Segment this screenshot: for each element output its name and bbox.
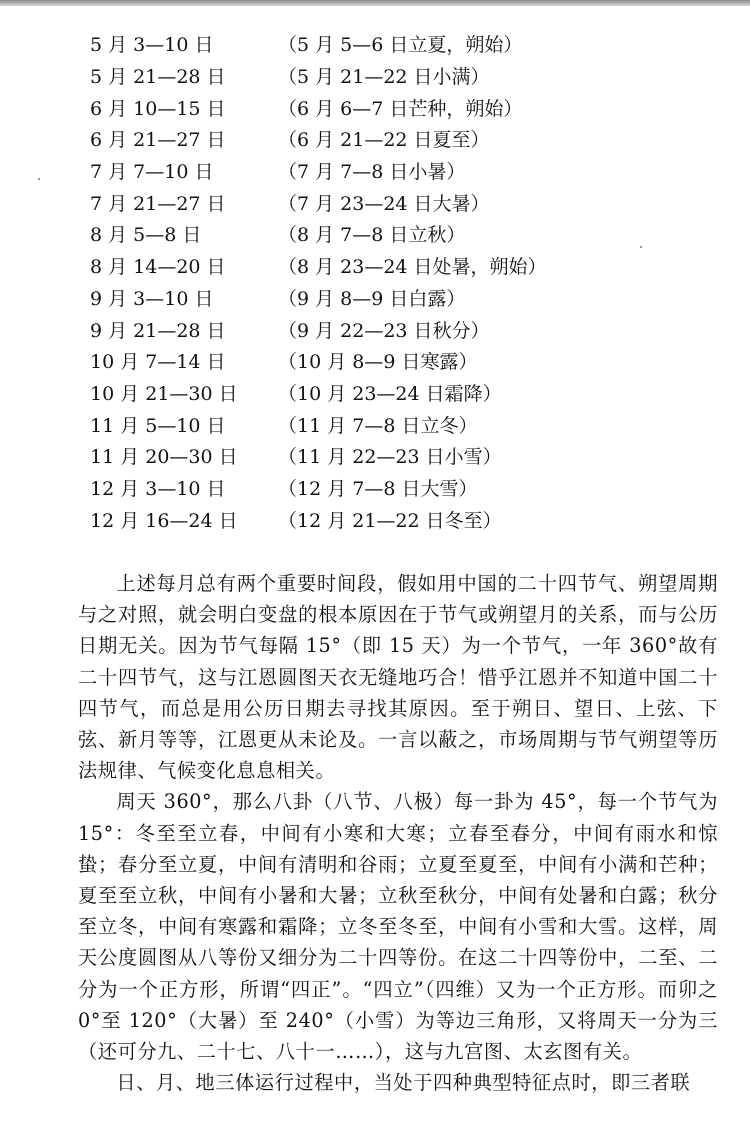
solar-term-cell: （11 月 7—8 日立冬） — [278, 414, 478, 437]
period-cell: 6 月 10—15 日 — [90, 97, 226, 120]
period-cell: 9 月 3—10 日 — [90, 287, 214, 310]
table-row — [90, 345, 710, 377]
table-row — [90, 186, 710, 218]
body-text — [78, 568, 718, 1098]
table-row — [90, 91, 710, 123]
speck — [38, 178, 40, 180]
period-cell: 6 月 21—27 日 — [90, 129, 226, 152]
period-cell: 5 月 3—10 日 — [90, 34, 214, 57]
solar-term-table — [90, 28, 710, 535]
table-row — [90, 28, 710, 60]
table-row — [90, 377, 710, 409]
period-cell: 11 月 20—30 日 — [90, 446, 238, 469]
table-row — [90, 250, 710, 282]
table-row — [90, 60, 710, 92]
paragraph: 上述每月总有两个重要时间段，假如用中国的二十四节气、朔望周期与之对照，就会明白变盘的根本原因在于节气或朔望月的关系，而与公历日期无关。因为节气每隔 15°（即 15 天）为一个节气，一年 360°故有二十四节气，这与江恩圆图天衣无缝地巧合！惜乎江恩并不知道中国二十四节气，而总是用公历日期去寻找其原因。至于朔日、望日、上弦、下弦、新月等等，江恩更从未论及。一言以蔽之，市场周期与节气朔望等历法规律、气候变化息息相关。 — [78, 572, 718, 783]
period-cell: 12 月 3—10 日 — [90, 477, 226, 500]
paragraph: 日、月、地三体运行过程中，当处于四种典型特征点时，即三者联 — [116, 1071, 691, 1095]
period-cell: 10 月 21—30 日 — [90, 382, 238, 405]
solar-term-cell: （7 月 23—24 日大暑） — [278, 192, 490, 215]
solar-term-cell: （12 月 21—22 日冬至） — [278, 509, 502, 532]
table-row — [90, 282, 710, 314]
page-top-edge — [0, 0, 750, 6]
solar-term-cell: （6 月 6—7 日芒种，朔始） — [278, 97, 523, 120]
solar-term-cell: （8 月 23—24 日处暑，朔始） — [278, 256, 547, 279]
solar-term-cell: （8 月 7—8 日立秋） — [278, 224, 466, 247]
paragraph: 周天 360°，那么八卦（八节、八极）每一卦为 45°，每一个节气为 15°：冬至至立春，中间有小寒和大寒；立春至春分，中间有雨水和惊蛰；春分至立夏，中间有清明和谷雨；立夏至夏至，中间有小满和芒种；夏至至立秋，中间有小暑和大暑；立秋至秋分，中间有处暑和白露；秋分至立冬，中间有寒露和霜降；立冬至冬至，中间有小雪和大雪。这样，周天公度圆图从八等份又细分为二十四等份。在这二十四等份中，二至、二分为一个正方形，所谓“四正”。“四立”（四维）又为一个正方形。而卯之 0°至 120°（大暑）至 240°（小雪）为等边三角形，又将周天一分为三（还可分九、二十七、八十一……），这与九宫图、太玄图有关。 — [78, 790, 718, 1064]
table-row — [90, 313, 710, 345]
solar-term-cell: （5 月 5—6 日立夏，朔始） — [278, 34, 523, 57]
period-cell: 8 月 14—20 日 — [90, 256, 226, 279]
solar-term-cell: （10 月 23—24 日霜降） — [278, 382, 502, 405]
solar-term-cell: （11 月 22—23 日小雪） — [278, 446, 502, 469]
table-row — [90, 218, 710, 250]
table-row — [90, 440, 710, 472]
solar-term-cell: （5 月 21—22 日小满） — [278, 66, 490, 89]
solar-term-cell: （6 月 21—22 日夏至） — [278, 129, 490, 152]
period-cell: 9 月 21—28 日 — [90, 319, 226, 342]
solar-term-cell: （7 月 7—8 日小暑） — [278, 161, 466, 184]
table-row — [90, 503, 710, 535]
solar-term-cell: （9 月 8—9 日白露） — [278, 287, 466, 310]
period-cell: 10 月 7—14 日 — [90, 351, 226, 374]
period-cell: 12 月 16—24 日 — [90, 509, 238, 532]
period-cell: 7 月 21—27 日 — [90, 192, 226, 215]
solar-term-cell: （12 月 7—8 日大雪） — [278, 477, 478, 500]
period-cell: 7 月 7—10 日 — [90, 161, 214, 184]
period-cell: 8 月 5—8 日 — [90, 224, 202, 247]
table-row — [90, 408, 710, 440]
period-cell: 11 月 5—10 日 — [90, 414, 226, 437]
solar-term-cell: （9 月 22—23 日秋分） — [278, 319, 490, 342]
period-cell: 5 月 21—28 日 — [90, 66, 226, 89]
table-row — [90, 472, 710, 504]
solar-term-cell: （10 月 8—9 日寒露） — [278, 351, 478, 374]
table-row — [90, 123, 710, 155]
table-row — [90, 155, 710, 187]
